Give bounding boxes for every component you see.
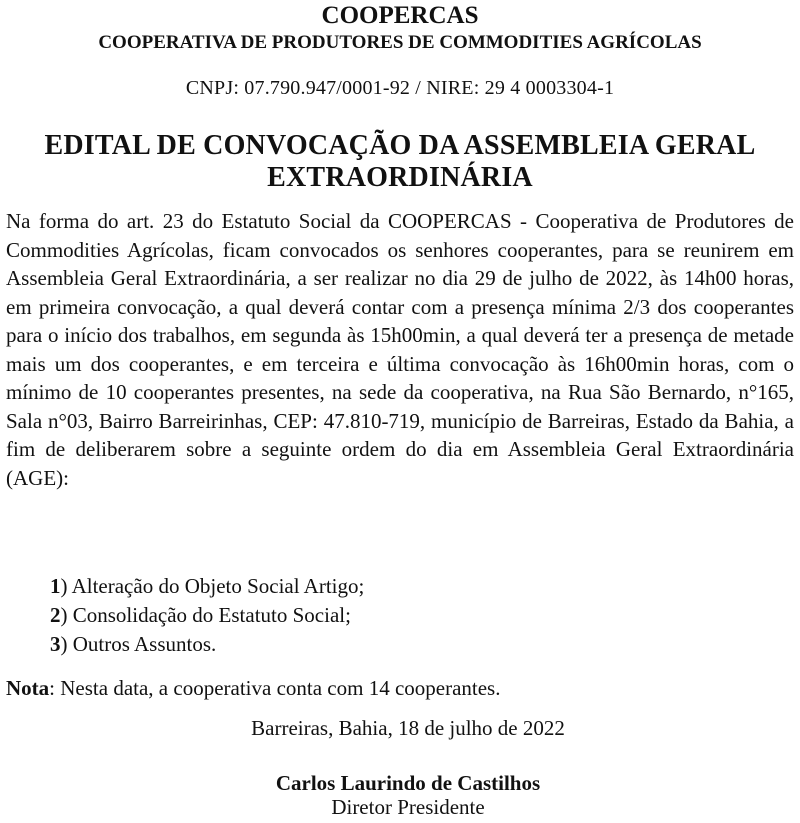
- agenda-item-text: ) Outros Assuntos.: [60, 632, 217, 656]
- organization-full-name: COOPERATIVA DE PRODUTORES DE COMMODITIES AGRÍCOLAS: [98, 32, 702, 53]
- agenda-item-text: ) Alteração do Objeto Social Artigo;: [60, 574, 365, 598]
- agenda-item-text: ) Consolidação do Estatuto Social;: [60, 603, 351, 627]
- organization-name: COOPERCAS: [321, 2, 479, 29]
- notice-body-paragraph: Na forma do art. 23 do Estatuto Social da COOPERCAS - Cooperativa de Produtores de Commodities Agrícolas, ficam convocados os senhores cooperantes, para se reunirem em Assembleia Geral Extraordinária, a ser realizar no dia 29 de julho de 2022, às 14h00 horas, em primeira convocação, a qual deverá contar com a presença mínima 2/3 dos cooperantes para o início dos trabalhos, em segunda às 15h00min, a qual deverá ter a presença de metade mais um dos cooperantes, e em terceira e última convocação às 16h00min horas, com o mínimo de 10 cooperantes presentes, na sede da cooperativa, na Rua São Bernardo, n°165, Sala n°03, Bairro Barreirinhas, CEP: 47.810-719, município de Barreiras, Estado da Bahia, a fim de deliberarem sobre a seguinte ordem do dia em Assembleia Geral Extraordinária (AGE):: [6, 209, 794, 490]
- place-and-date: Barreiras, Bahia, 18 de julho de 2022: [251, 716, 565, 740]
- organization-registration-ids: CNPJ: 07.790.947/0001-92 / NIRE: 29 4 0003304-1: [185, 77, 615, 99]
- agenda-item-number: 1: [50, 574, 61, 598]
- agenda-item: [50, 601, 364, 630]
- agenda-list: [50, 572, 364, 659]
- agenda-item-number: 2: [50, 603, 61, 627]
- signatory-role: Diretor Presidente: [331, 795, 485, 819]
- agenda-item-number: 3: [50, 632, 61, 656]
- signatory-name: Carlos Laurindo de Castilhos: [275, 771, 541, 795]
- note-text: : Nesta data, a cooperativa conta com 14 cooperantes.: [49, 676, 501, 700]
- notice-title: EDITAL DE CONVOCAÇÃO DA ASSEMBLEIA GERAL EXTRAORDINÁRIA: [44, 130, 756, 193]
- note-label: Nota: [6, 676, 50, 700]
- note-line: [6, 674, 500, 702]
- agenda-item: [50, 630, 364, 659]
- agenda-item: [50, 572, 364, 601]
